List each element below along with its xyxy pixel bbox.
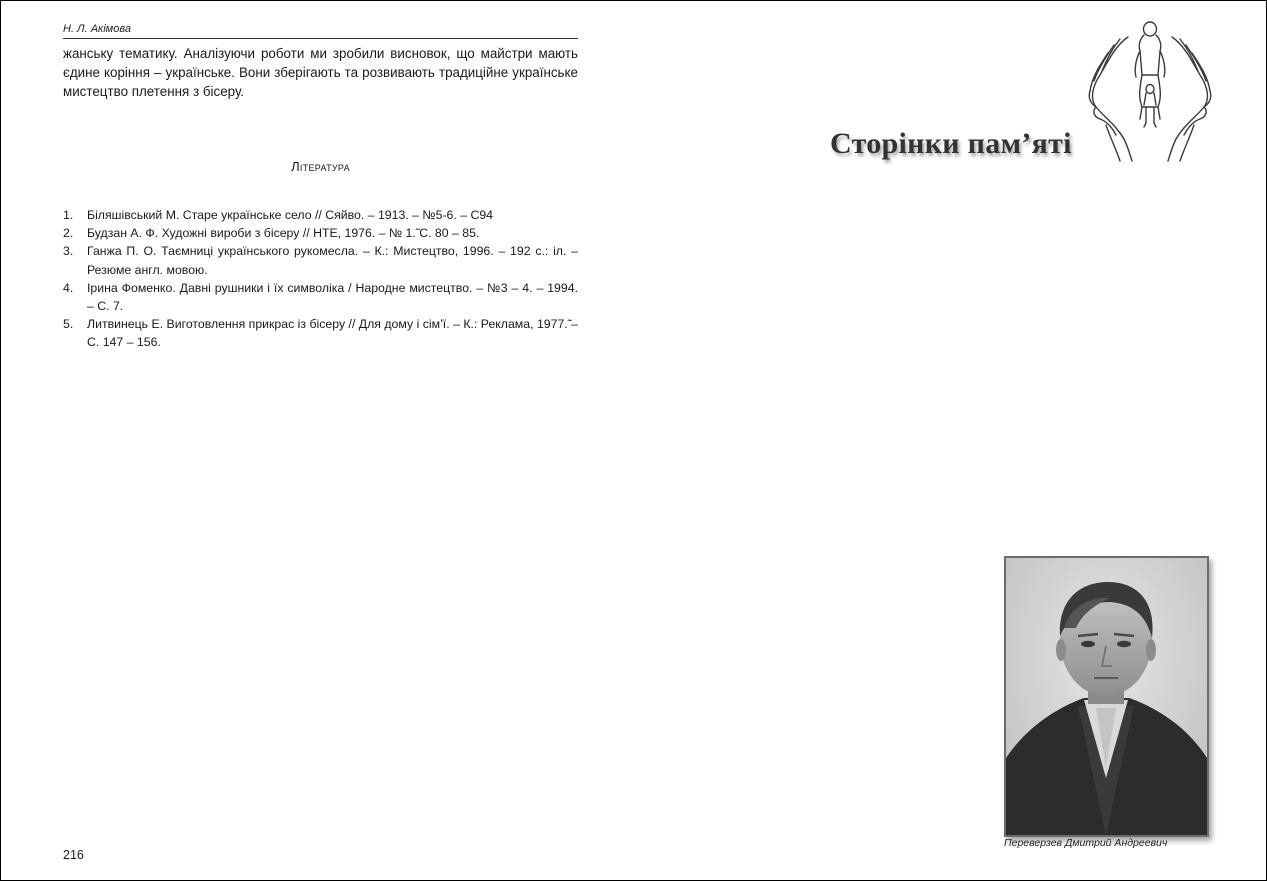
reference-item <box>63 224 578 242</box>
reference-text: Ганжа П. О. Таємниці українського рукомесла. – К.: Мистецтво, 1996. – 192 с.: іл. – Резюме англ. мовою. <box>87 244 578 277</box>
reference-number: 5. <box>63 317 74 332</box>
running-head: Н. Л. Акімова <box>63 23 578 39</box>
reference-text: Біляшівський М. Старе українське село // Сяйво. – 1913. – №5-6. – С94 <box>87 208 494 222</box>
photo-caption: Переверзев Дмитрий Андреевич <box>1004 837 1168 849</box>
reference-item <box>63 279 578 315</box>
reference-item <box>63 315 578 351</box>
section-title: Сторінки пам’яті <box>830 127 1072 160</box>
reference-text: Ірина Фоменко. Давні рушники і їх символіка / Народне мистецтво. – №3 – 4. – 1994. – С. 7. <box>87 280 578 314</box>
body-text <box>63 45 578 101</box>
left-page <box>1 1 634 880</box>
reference-item <box>63 242 578 278</box>
literature-heading: Література <box>291 159 350 174</box>
hands-holding-figure-icon <box>1086 15 1214 167</box>
reference-text: Литвинець Е. Виготовлення прикрас із бісеру // Для дому і сім’ї. – К.: Реклама, 1977.̃ – С. 147 – 156. <box>87 317 578 350</box>
reference-number: 1. <box>63 208 74 222</box>
page-number: 216 <box>63 848 84 862</box>
reference-item <box>63 206 578 224</box>
reference-number: 2. <box>63 226 74 241</box>
reference-number: 3. <box>63 244 74 259</box>
reference-text: Будзан А. Ф. Художні вироби з бісеру // НТЕ, 1976. – № 1.̃ С. 80 – 85. <box>87 226 480 241</box>
reference-list <box>63 206 578 352</box>
portrait-photo <box>1004 556 1209 837</box>
reference-number: 4. <box>63 280 74 295</box>
body-paragraph: жанську тематику. Аналізуючи роботи ми зробили висновок, що майстри мають єдине коріння – українське. Вони зберігають та розвивають традиційне українське мистецтво плетення з бісеру. <box>63 46 578 99</box>
right-page <box>634 1 1266 880</box>
